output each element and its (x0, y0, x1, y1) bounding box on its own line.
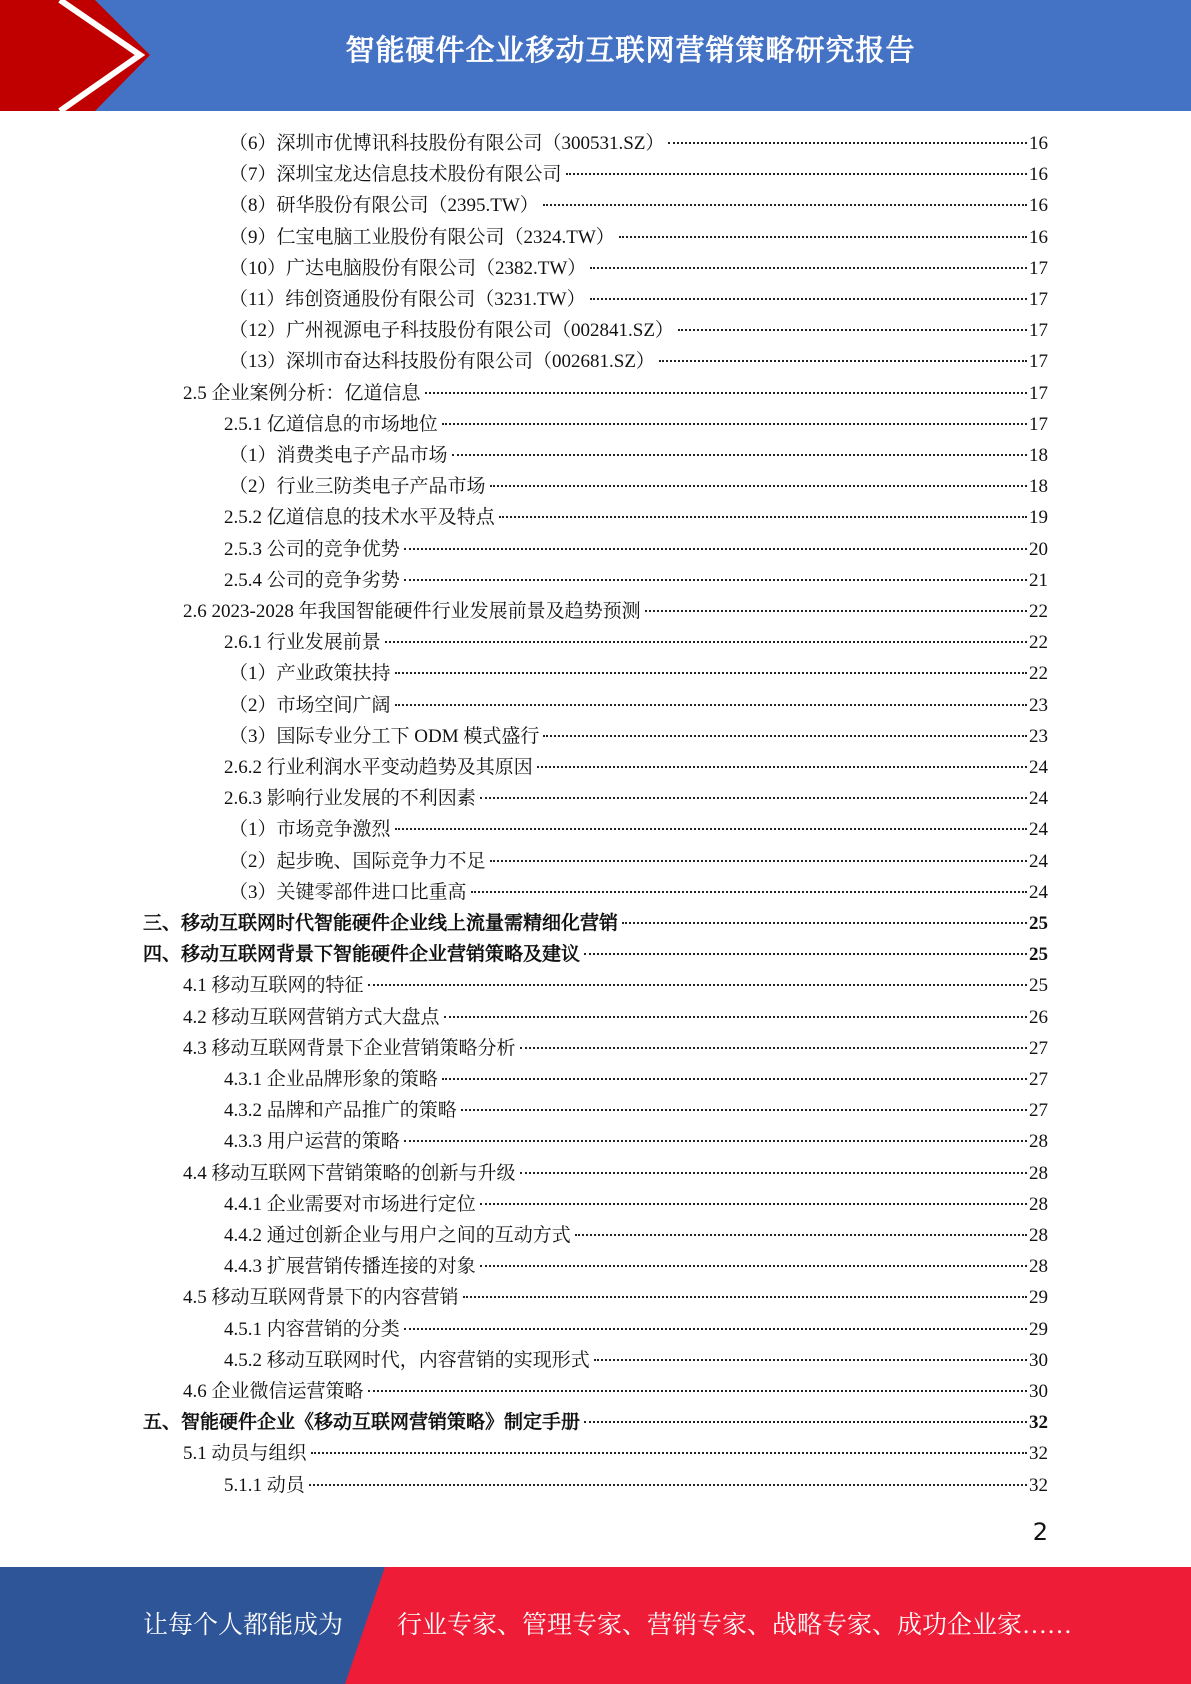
toc-entry-label: 2.5.4 公司的竞争劣势 (224, 569, 400, 591)
toc-entry-label: 4.6 企业微信运营策略 (183, 1381, 364, 1402)
toc-entry-label: （1）消费类电子产品市场 (229, 445, 448, 466)
toc-dot-leader (566, 172, 1027, 175)
toc-dot-leader (368, 983, 1027, 986)
toc-entry-page: 30 (1029, 1381, 1048, 1402)
toc-entry-page: 17 (1029, 289, 1048, 310)
toc-entry-label: （10）广达电脑股份有限公司（2382.TW） (229, 257, 587, 279)
toc-dot-leader (584, 952, 1027, 955)
toc-entry[interactable] (183, 378, 1048, 409)
toc-entry-label: （12）广州视源电子科技股份有限公司（002841.SZ） (229, 320, 674, 342)
toc-dot-leader (619, 235, 1027, 238)
report-header (0, 0, 1191, 111)
footer-slogan-roles: 行业专家、管理专家、营销专家、战略专家、成功企业家…… (397, 1612, 1073, 1639)
toc-entry-label: 4.5.1 内容营销的分类 (224, 1318, 400, 1340)
toc-entry-label: 4.3.1 企业品牌形象的策略 (224, 1069, 438, 1090)
toc-entry[interactable] (229, 284, 1048, 315)
toc-dot-leader (395, 671, 1027, 674)
toc-dot-leader (575, 1233, 1027, 1236)
toc-entry[interactable] (224, 1095, 1048, 1126)
toc-entry-page: 24 (1029, 757, 1048, 778)
toc-entry-label: 4.3 移动互联网背景下企业营销策略分析 (183, 1037, 516, 1059)
toc-entry-page: 24 (1029, 819, 1048, 841)
toc-entry-label: 4.5.2 移动互联网时代，内容营销的实现形式 (224, 1349, 590, 1371)
toc-entry-page: 16 (1029, 195, 1048, 217)
toc-entry-label: （11）纬创资通股份有限公司（3231.TW） (229, 289, 586, 310)
toc-dot-leader (490, 859, 1027, 862)
toc-entry-page: 17 (1029, 413, 1048, 435)
toc-entry-label: （1）产业政策扶持 (229, 663, 391, 685)
toc-dot-leader (590, 297, 1027, 300)
toc-entry-page: 24 (1029, 850, 1048, 872)
toc-entry[interactable] (229, 190, 1048, 221)
toc-entry-label: 4.4 移动互联网下营销策略的创新与升级 (183, 1162, 516, 1184)
toc-entry[interactable] (229, 253, 1048, 284)
toc-entry-label: 2.5.1 亿道信息的市场地位 (224, 413, 438, 435)
toc-entry-label: 4.1 移动互联网的特征 (183, 975, 364, 997)
toc-dot-leader (452, 453, 1027, 456)
toc-entry[interactable] (224, 1126, 1048, 1157)
toc-dot-leader (480, 1264, 1027, 1267)
toc-entry-page: 25 (1029, 944, 1048, 966)
toc-entry-page: 16 (1029, 133, 1048, 154)
toc-entry-label: 4.2 移动互联网营销方式大盘点 (183, 1006, 440, 1028)
toc-entry[interactable] (229, 346, 1048, 377)
toc-entry-label: 四、移动互联网背景下智能硬件企业营销策略及建议 (143, 944, 581, 966)
toc-entry-page: 28 (1029, 1131, 1048, 1153)
toc-entry[interactable] (229, 658, 1048, 689)
toc-entry-page: 20 (1029, 538, 1048, 560)
toc-entry-label: 三、移动互联网时代智能硬件企业线上流量需精细化营销 (143, 913, 619, 934)
toc-entry[interactable] (229, 159, 1048, 190)
toc-dot-leader (404, 1327, 1027, 1330)
toc-dot-leader (444, 1015, 1027, 1018)
toc-dot-leader (425, 391, 1027, 394)
toc-dot-leader (309, 1483, 1027, 1486)
report-title: 智能硬件企业移动互联网营销策略研究报告 (345, 33, 916, 67)
toc-entry-page: 23 (1029, 725, 1048, 747)
toc-entry-page: 32 (1029, 1412, 1048, 1434)
toc-entry-page: 28 (1029, 1193, 1048, 1215)
toc-entry[interactable] (224, 534, 1048, 565)
toc-dot-leader (442, 1077, 1027, 1080)
toc-entry[interactable] (229, 846, 1048, 877)
toc-entry-label: 4.4.1 企业需要对市场进行定位 (224, 1193, 476, 1215)
toc-entry-label: 2.5.2 亿道信息的技术水平及特点 (224, 507, 495, 529)
toc-entry-label: （9）仁宝电脑工业股份有限公司（2324.TW） (229, 226, 615, 248)
toc-entry-label: （7）深圳宝龙达信息技术股份有限公司 (229, 164, 562, 186)
toc-dot-leader (520, 1046, 1027, 1049)
toc-dot-leader (590, 266, 1027, 269)
footer-slogan-lead: 让每个人都能成为 (143, 1612, 344, 1639)
toc-dot-leader (668, 141, 1027, 144)
toc-entry-label: 5.1 动员与组织 (183, 1443, 307, 1465)
toc-entry[interactable] (183, 1002, 1048, 1033)
toc-entry-page: 25 (1029, 975, 1048, 997)
toc-dot-leader (543, 203, 1027, 206)
toc-entry-page: 21 (1029, 569, 1048, 591)
toc-entry-label: （13）深圳市奋达科技股份有限公司（002681.SZ） (229, 351, 655, 373)
toc-entry-label: 2.6.1 行业发展前景 (224, 632, 381, 654)
toc-entry[interactable] (229, 721, 1048, 752)
toc-entry-page: 23 (1029, 694, 1048, 716)
toc-entry[interactable] (183, 1282, 1048, 1313)
toc-entry[interactable] (224, 1251, 1048, 1282)
toc-entry-page: 26 (1029, 1006, 1048, 1028)
toc-entry[interactable] (183, 1438, 1048, 1469)
toc-entry-page: 28 (1029, 1225, 1048, 1246)
toc-entry-page: 17 (1029, 320, 1048, 342)
toc-dot-leader (645, 609, 1027, 612)
toc-entry-label: 2.6 2023-2028 年我国智能硬件行业发展前景及趋势预测 (183, 601, 641, 622)
toc-entry[interactable] (224, 783, 1048, 814)
toc-dot-leader (499, 515, 1027, 518)
toc-entry[interactable] (224, 409, 1048, 440)
toc-entry[interactable] (183, 1033, 1048, 1064)
toc-entry-page: 16 (1029, 164, 1048, 186)
toc-dot-leader (395, 703, 1027, 706)
toc-entry[interactable] (229, 690, 1048, 721)
toc-dot-leader (490, 484, 1027, 487)
toc-entry-page: 22 (1029, 632, 1048, 654)
toc-entry-label: 4.4.2 通过创新企业与用户之间的互动方式 (224, 1225, 571, 1246)
toc-dot-leader (311, 1451, 1027, 1454)
toc-dot-leader (659, 359, 1027, 362)
toc-entry[interactable] (183, 1158, 1048, 1189)
toc-entry-page: 29 (1029, 1287, 1048, 1309)
toc-dot-leader (480, 1202, 1027, 1205)
toc-dot-leader (678, 328, 1027, 331)
toc-entry-page: 30 (1029, 1349, 1048, 1371)
toc-entry[interactable] (224, 1345, 1048, 1376)
toc-entry-page: 22 (1029, 663, 1048, 685)
toc-dot-leader (584, 1420, 1027, 1423)
toc-dot-leader (594, 1358, 1027, 1361)
toc-dot-leader (622, 921, 1027, 924)
toc-entry-label: 2.6.2 行业利润水平变动趋势及其原因 (224, 757, 533, 778)
toc-entry-page: 27 (1029, 1100, 1048, 1122)
toc-entry[interactable] (229, 814, 1048, 845)
toc-dot-leader (404, 1139, 1027, 1142)
toc-entry-label: （2）市场空间广阔 (229, 694, 391, 716)
toc-entry[interactable] (143, 908, 1048, 939)
toc-entry-page: 17 (1029, 351, 1048, 373)
toc-entry[interactable] (224, 502, 1048, 533)
toc-dot-leader (537, 765, 1027, 768)
toc-entry-label: 5.1.1 动员 (224, 1474, 305, 1496)
toc-dot-leader (461, 1108, 1027, 1111)
toc-entry-label: 4.5 移动互联网背景下的内容营销 (183, 1287, 459, 1309)
toc-entry-page: 19 (1029, 507, 1048, 529)
toc-dot-leader (442, 422, 1027, 425)
toc-entry-label: （6）深圳市优博讯科技股份有限公司（300531.SZ） (229, 133, 665, 154)
toc-dot-leader (404, 547, 1027, 550)
toc-entry[interactable] (229, 315, 1048, 346)
toc-entry-page: 16 (1029, 226, 1048, 248)
toc-entry-page: 24 (1029, 881, 1048, 903)
toc-dot-leader (463, 1295, 1027, 1298)
toc-entry[interactable] (224, 565, 1048, 596)
toc-entry-page: 18 (1029, 476, 1048, 498)
toc-entry-page: 18 (1029, 445, 1048, 466)
toc-entry[interactable] (224, 1470, 1048, 1501)
toc-entry[interactable] (224, 1220, 1048, 1251)
toc-entry-page: 29 (1029, 1318, 1048, 1340)
toc-entry-label: （3）国际专业分工下 ODM 模式盛行 (229, 725, 540, 747)
toc-entry-label: 2.5.3 公司的竞争优势 (224, 538, 400, 560)
toc-entry-page: 32 (1029, 1474, 1048, 1496)
toc-entry-label: （2）行业三防类电子产品市场 (229, 476, 486, 498)
toc-entry-label: 2.6.3 影响行业发展的不利因素 (224, 788, 476, 810)
toc-entry-label: 4.3.2 品牌和产品推广的策略 (224, 1100, 457, 1122)
toc-dot-leader (404, 578, 1027, 581)
toc-entry[interactable] (143, 939, 1048, 970)
toc-entry[interactable] (229, 471, 1048, 502)
toc-entry-page: 17 (1029, 382, 1048, 404)
toc-entry-page: 17 (1029, 257, 1048, 279)
toc-entry-label: （1）市场竞争激烈 (229, 819, 391, 841)
toc-entry[interactable] (143, 1407, 1048, 1438)
toc-entry-label: 五、智能硬件企业《移动互联网营销策略》制定手册 (143, 1412, 581, 1434)
toc-entry[interactable] (224, 1189, 1048, 1220)
toc-entry[interactable] (229, 877, 1048, 908)
toc-entry[interactable] (229, 128, 1048, 159)
toc-entry[interactable] (224, 1064, 1048, 1095)
toc-entry[interactable] (183, 1376, 1048, 1407)
toc-entry[interactable] (224, 627, 1048, 658)
toc-entry[interactable] (183, 970, 1048, 1001)
toc-dot-leader (543, 734, 1027, 737)
toc-dot-leader (471, 890, 1027, 893)
toc-dot-leader (368, 1389, 1027, 1392)
toc-entry-label: （3）关键零部件进口比重高 (229, 881, 467, 903)
toc-dot-leader (395, 827, 1027, 830)
toc-entry-page: 24 (1029, 788, 1048, 810)
toc-dot-leader (480, 796, 1027, 799)
toc-entry[interactable] (229, 440, 1048, 471)
toc-entry[interactable] (224, 752, 1048, 783)
page-number: 2 (1032, 1518, 1048, 1546)
toc-entry-page: 32 (1029, 1443, 1048, 1465)
toc-entry-label: 4.3.3 用户运营的策略 (224, 1131, 400, 1153)
toc-entry-label: 2.5 企业案例分析：亿道信息 (183, 382, 421, 404)
toc-entry-page: 28 (1029, 1256, 1048, 1278)
toc-dot-leader (385, 640, 1027, 643)
toc-entry-page: 22 (1029, 601, 1048, 622)
toc-entry[interactable] (183, 596, 1048, 627)
toc-dot-leader (520, 1171, 1027, 1174)
footer-banner (0, 1567, 1191, 1684)
toc-entry[interactable] (224, 1314, 1048, 1345)
toc-entry[interactable] (229, 222, 1048, 253)
toc-entry-label: 4.4.3 扩展营销传播连接的对象 (224, 1256, 476, 1278)
toc-entry-label: （8）研华股份有限公司（2395.TW） (229, 195, 539, 217)
toc-entry-page: 27 (1029, 1037, 1048, 1059)
toc-entry-label: （2）起步晚、国际竞争力不足 (229, 850, 486, 872)
toc-entry-page: 27 (1029, 1069, 1048, 1090)
toc-entry-page: 25 (1029, 913, 1048, 934)
toc-entry-page: 28 (1029, 1162, 1048, 1184)
